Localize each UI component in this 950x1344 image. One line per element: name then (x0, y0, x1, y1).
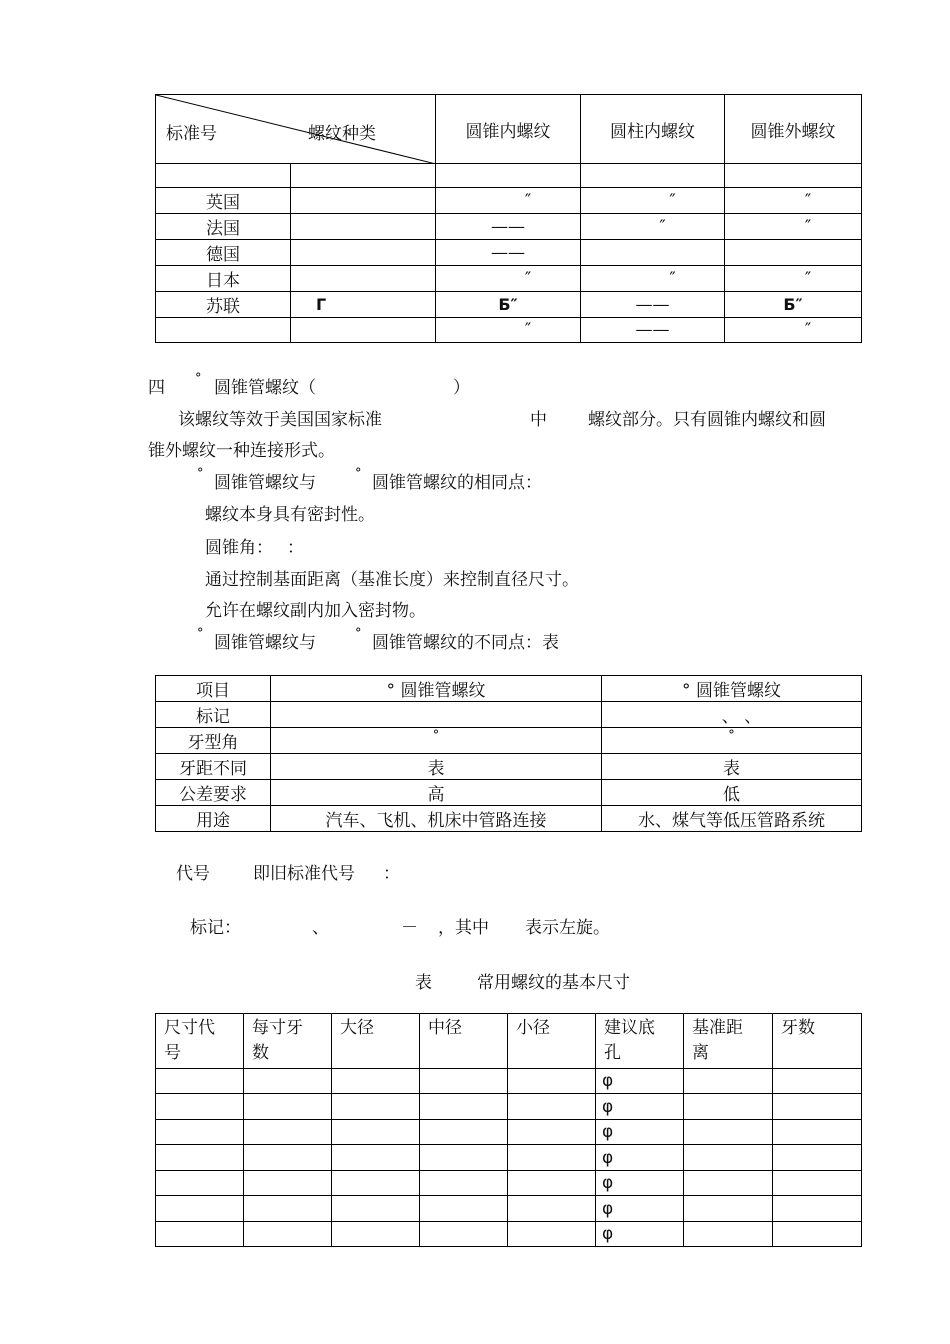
row-label: 用途 (156, 806, 271, 832)
table-row (156, 318, 862, 343)
paragraph-text: 圆锥管螺纹与 (214, 473, 316, 493)
table-row (156, 1222, 862, 1247)
thread-type-label: 螺纹种类 (308, 124, 376, 144)
code-colon: ： (383, 864, 400, 884)
cell: ″ (436, 318, 581, 343)
table-row (156, 702, 862, 728)
col-header: 建议底 孔 (596, 1014, 684, 1069)
list-item: 圆锥角： (205, 538, 273, 558)
col-header: 每寸牙 数 (244, 1014, 332, 1069)
degree-symbol: ° (355, 466, 362, 481)
paragraph-text: 圆锥管螺纹的不同点：表 (372, 633, 559, 653)
table-row (156, 292, 862, 318)
cell (291, 214, 436, 240)
section-title: 圆锥管螺纹（ (214, 378, 316, 398)
cell: ″ (725, 214, 862, 240)
phi-cell: φ (596, 1120, 684, 1145)
cell: —— (581, 318, 725, 343)
cell (581, 240, 725, 266)
cell: Г (291, 292, 436, 318)
list-item: ： (287, 538, 304, 558)
mark-label: 标记： (190, 918, 241, 938)
cell: ″ (581, 214, 725, 240)
table-caption-number: 表 (415, 973, 432, 993)
list-item: 螺纹本身具有密封性。 (205, 505, 375, 525)
table-row (156, 806, 862, 832)
list-item: 允许在螺纹副内加入密封物。 (205, 601, 426, 621)
degree-symbol: ° (197, 626, 204, 641)
mark-text: ，其中 (438, 918, 489, 938)
comparison-table (155, 675, 862, 832)
row-label: 日本 (156, 266, 291, 292)
mark-text: 表示左旋。 (525, 918, 610, 938)
degree-symbol: ° (197, 466, 204, 481)
cell (291, 164, 436, 188)
cell (436, 164, 581, 188)
col-header: 尺寸代 号 (156, 1014, 244, 1069)
cell (725, 240, 862, 266)
table-caption: 常用螺纹的基本尺寸 (477, 973, 630, 993)
phi-cell: φ (596, 1196, 684, 1222)
paragraph-text: 中 (530, 410, 547, 430)
cell: 水、煤气等低压管路系统 (602, 806, 862, 832)
phi-cell: φ (596, 1145, 684, 1171)
cell: —— (581, 292, 725, 318)
paragraph-text: 该螺纹等效于美国国家标准 (178, 410, 382, 430)
cell: Б″ (725, 292, 862, 318)
cell: —— (436, 214, 581, 240)
paragraph-text: 螺纹部分。只有圆锥内螺纹和圆 (588, 410, 826, 430)
table-row (156, 214, 862, 240)
cell: —— (436, 240, 581, 266)
table-row (156, 1196, 862, 1222)
code-label: 代号 (176, 864, 210, 884)
row-label: 法国 (156, 214, 291, 240)
row-label: 公差要求 (156, 780, 271, 806)
cell: ″ (581, 266, 725, 292)
table-row (156, 1120, 862, 1145)
table-row (156, 1145, 862, 1171)
cell: 低 (602, 780, 862, 806)
cell: ″ (581, 188, 725, 214)
cell: ° (271, 728, 602, 754)
row-label: 标记 (156, 702, 271, 728)
cell (581, 164, 725, 188)
table-row (156, 754, 862, 780)
table-row (156, 240, 862, 266)
phi-cell: φ (596, 1069, 684, 1094)
table-row (156, 728, 862, 754)
table-row (156, 188, 862, 214)
row-label (156, 164, 291, 188)
cell (291, 318, 436, 343)
table-row (156, 1171, 862, 1196)
col-header: 大径 (332, 1014, 420, 1069)
cell: ″ (725, 188, 862, 214)
mark-text: － (401, 918, 418, 938)
cell: 汽车、飞机、机床中管路连接 (271, 806, 602, 832)
col-header-parallel-internal: 圆柱内螺纹 (581, 95, 725, 164)
diagonal-header-cell (156, 95, 436, 164)
paragraph-text: 锥外螺纹一种连接形式。 (148, 441, 335, 461)
section-title-close: ） (453, 378, 470, 398)
cell: ″ (725, 266, 862, 292)
cell: 、 、 (602, 702, 862, 728)
cell (291, 266, 436, 292)
phi-cell: φ (596, 1094, 684, 1120)
basic-dimensions-table (155, 1013, 862, 1247)
table-row (156, 164, 862, 188)
table-row (156, 1069, 862, 1094)
old-code-label: 即旧标准代号 (253, 864, 355, 884)
col-header: 牙数 (773, 1014, 862, 1069)
phi-cell: φ (596, 1171, 684, 1196)
cell (291, 188, 436, 214)
cell (725, 164, 862, 188)
cell (291, 240, 436, 266)
cell: Б″ (436, 292, 581, 318)
table-row (156, 266, 862, 292)
section-number: 四 (148, 378, 165, 398)
col-header-taper-external: 圆锥外螺纹 (725, 95, 862, 164)
row-label: 英国 (156, 188, 291, 214)
col-header: 中径 (420, 1014, 508, 1069)
phi-cell: φ (596, 1222, 684, 1247)
cell (271, 702, 602, 728)
row-label: 牙距不同 (156, 754, 271, 780)
cell: ° (602, 728, 862, 754)
table-row (156, 780, 862, 806)
degree-symbol: ° (355, 626, 362, 641)
cell: ″ (436, 266, 581, 292)
col-header-taper-internal: 圆锥内螺纹 (436, 95, 581, 164)
standard-number-label: 标准号 (166, 124, 217, 144)
cell: 表 (602, 754, 862, 780)
mark-text: 、 (312, 918, 329, 938)
cell: 表 (271, 754, 602, 780)
degree-symbol: ° (195, 371, 202, 386)
col-header: 项目 (156, 676, 271, 702)
col-header: ° 圆锥管螺纹 (602, 676, 862, 702)
col-header: ° 圆锥管螺纹 (271, 676, 602, 702)
col-header: 基准距 离 (684, 1014, 773, 1069)
row-label: 牙型角 (156, 728, 271, 754)
row-label: 德国 (156, 240, 291, 266)
row-label (156, 318, 291, 343)
list-item: 通过控制基面距离（基准长度）来控制直径尺寸。 (205, 570, 579, 590)
table-row (156, 1094, 862, 1120)
col-header: 小径 (508, 1014, 596, 1069)
row-label: 苏联 (156, 292, 291, 318)
thread-standards-table (155, 94, 862, 343)
cell: ″ (725, 318, 862, 343)
paragraph-text: 圆锥管螺纹与 (214, 633, 316, 653)
paragraph-text: 圆锥管螺纹的相同点： (372, 473, 542, 493)
cell: 高 (271, 780, 602, 806)
cell: ″ (436, 188, 581, 214)
